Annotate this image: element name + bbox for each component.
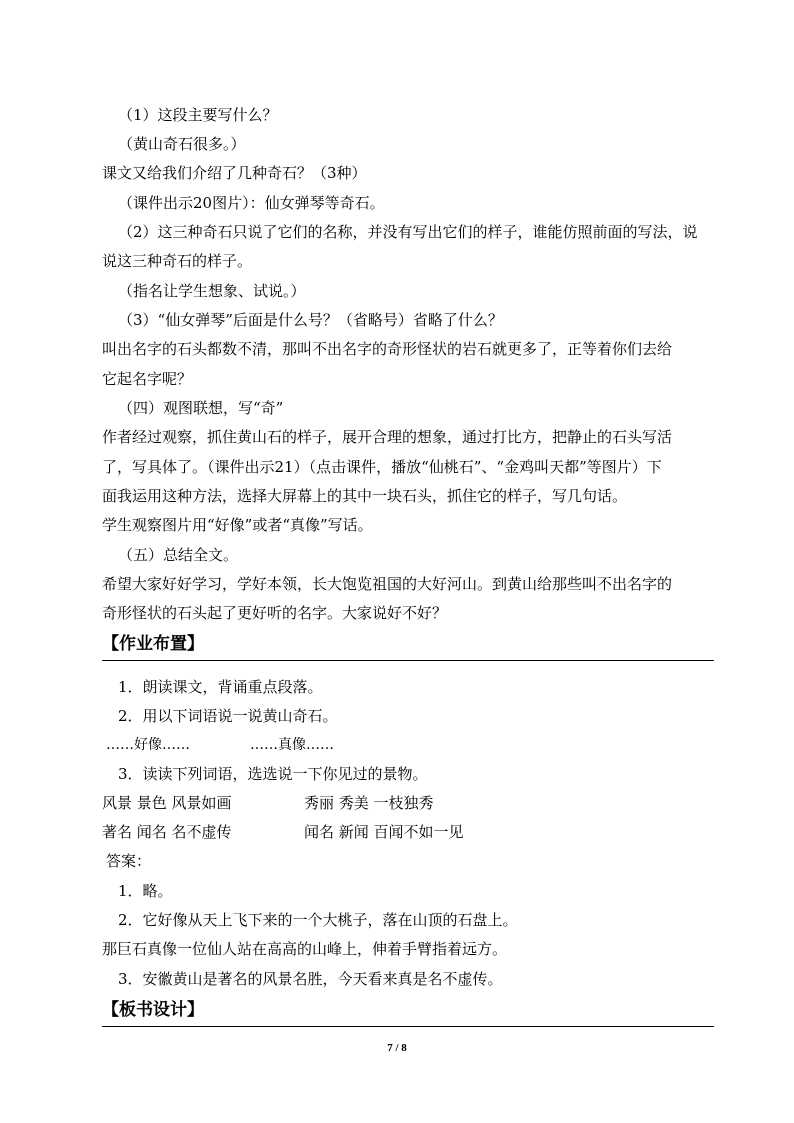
text-line: 叫出名字的石头都数不清，那叫不出名字的奇形怪状的岩石就更多了，正等着你们去给 xyxy=(102,340,673,358)
phrase-zhenxiang: ……真像…… xyxy=(250,737,334,753)
text-line: （四）观图联想，写“奇” xyxy=(118,399,284,417)
word-group: 著名 闻名 名不虚传 xyxy=(102,823,232,841)
board-design-heading: 【板书设计】 xyxy=(102,1000,204,1020)
answer-item: 2．它好像从天上飞下来的一个大桃子，落在山顶的石盘上。 xyxy=(118,911,518,929)
text-line: （2）这三种奇石只说了它们的名称，并没有写出它们的样子，谁能仿照前面的写法，说 xyxy=(118,223,698,241)
phrase-haoxiang: ……好像…… xyxy=(106,737,190,753)
text-line: （指名让学生想象、试说。） xyxy=(118,282,306,300)
text-line: 说这三种奇石的样子。 xyxy=(102,252,253,270)
word-group: 秀丽 秀美 一枝独秀 xyxy=(304,794,434,812)
word-group: 闻名 新闻 百闻不如一见 xyxy=(304,823,464,841)
homework-item: 1．朗读课文，背诵重点段落。 xyxy=(118,678,323,696)
text-line: （黄山奇石很多。） xyxy=(118,135,246,153)
text-line: （课件出示20图片）：仙女弹琴等奇石。 xyxy=(118,194,385,212)
text-line: （五）总结全文。 xyxy=(118,546,239,564)
text-line: 课文又给我们介绍了几种奇石？（3种） xyxy=(102,164,367,182)
text-line: 面我运用这种方法，选择大屏幕上的其中一块石头，抓住它的样子，写几句话。 xyxy=(102,487,628,505)
text-line: 作者经过观察，抓住黄山石的样子，展开合理的想象，通过打比方，把静止的石头写活 xyxy=(102,428,673,446)
page-number: 7 / 8 xyxy=(387,1042,407,1054)
text-line: 学生观察图片用“好像”或者“真像”写话。 xyxy=(102,516,373,534)
word-group: 风景 景色 风景如画 xyxy=(102,794,232,812)
homework-heading: 【作业布置】 xyxy=(102,634,204,654)
answer-item: 1．略。 xyxy=(118,882,173,900)
section-divider xyxy=(102,660,714,661)
text-line: 了，写具体了。（课件出示21）（点击课件，播放“仙桃石”、“金鸡叫天都”等图片）下 xyxy=(102,458,662,476)
homework-item: 3．读读下列词语，选选说一下你见过的景物。 xyxy=(118,765,428,783)
answer-item: 3．安徽黄山是著名的风景名胜，今天看来真是名不虚传。 xyxy=(118,970,503,988)
text-line: 奇形怪状的石头起了更好听的名字。大家说好不好？ xyxy=(102,604,448,622)
answer-label: 答案： xyxy=(106,852,152,870)
section-divider xyxy=(102,1026,714,1027)
text-line: （1）这段主要写什么？ xyxy=(118,106,278,124)
text-line: （3）“仙女弹琴”后面是什么号？（省略号）省略了什么？ xyxy=(118,311,503,329)
answer-item: 那巨石真像一位仙人站在高高的山峰上，伸着手臂指着远方。 xyxy=(102,940,508,958)
text-line: 它起名字呢？ xyxy=(102,370,193,388)
text-line: 希望大家好好学习，学好本领，长大饱览祖国的大好河山。到黄山给那些叫不出名字的 xyxy=(102,575,673,593)
homework-item: 2．用以下词语说一说黄山奇石。 xyxy=(118,707,338,725)
